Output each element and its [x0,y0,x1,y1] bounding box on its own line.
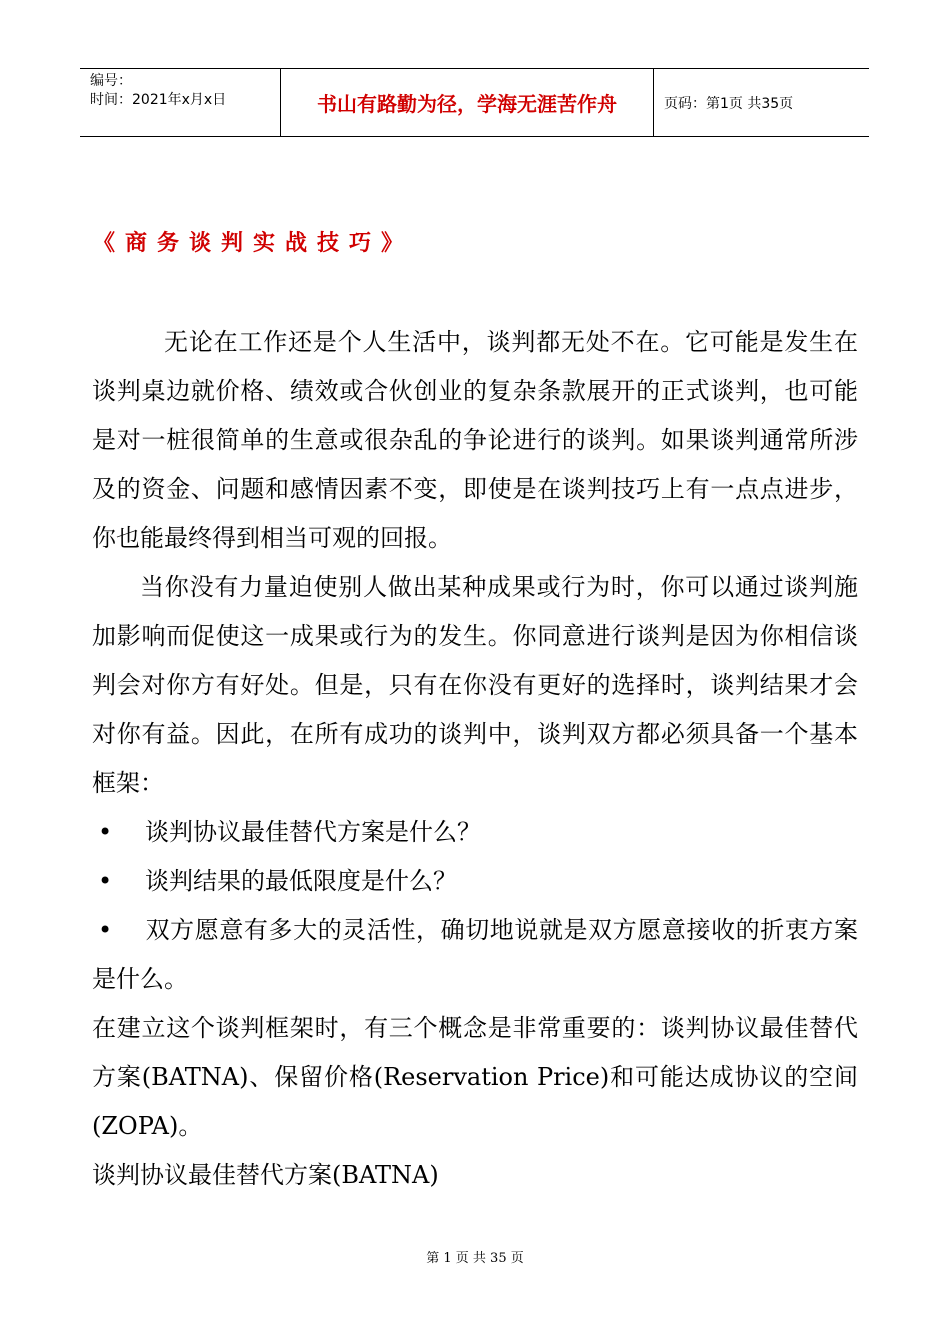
header-motto: 书山有路勤为径，学海无涯苦作舟 [281,69,654,136]
document-number-label: 编号： [90,73,132,89]
bullet-item [92,857,858,906]
bullet-text: 谈判协议最佳替代方案是什么？ [145,818,481,846]
bullet-item [92,808,858,857]
bullet-dot-icon: • [98,916,113,944]
page-footer: 第 1 页 共 35 页 [426,1251,524,1266]
document-date-label: 时间：2021年x月x日 [90,92,227,108]
bullet-dot-icon: • [98,867,113,895]
bullet-text: 谈判结果的最低限度是什么？ [145,867,457,895]
bullet-dot-icon: • [98,818,113,846]
header-page-info: 页码：第1页 共35页 [664,95,794,112]
bullet-text: 双方愿意有多大的灵活性，确切地说就是双方愿意接收的折衷方案是什么。 [92,916,858,993]
document-body [92,318,858,1200]
paragraph-framework: 当你没有力量迫使别人做出某种成果或行为时，你可以通过谈判施加影响而促使这一成果或行为的发生。你同意进行谈判是因为你相信谈判会对你方有好处。但是，只有在你没有更好的选择时，谈判结果才会对你有益。因此，在所有成功的谈判中，谈判双方都必须具备一个基本框架： [92,573,858,797]
paragraph-intro: 无论在工作还是个人生活中，谈判都无处不在。它可能是发生在谈判桌边就价格、绩效或合伙创业的复杂条款展开的正式谈判，也可能是对一桩很简单的生意或很杂乱的争论进行的谈判。如果谈判通常所涉及的资金、问题和感情因素不变，即使是在谈判技巧上有一点点进步，你也能最终得到相当可观的回报。 [92,328,858,552]
document-title: 《商务谈判实战技巧》 [93,231,414,256]
bullet-item [92,906,858,1004]
paragraph-concepts: 在建立这个谈判框架时，有三个概念是非常重要的：谈判协议最佳替代方案(BATNA)、保留价格(Reservation Price)和可能达成协议的空间(ZOPA)。 [92,1014,858,1140]
section-subheading: 谈判协议最佳替代方案(BATNA) [92,1161,439,1189]
header-meta-cell [80,69,281,136]
header-table [80,68,869,137]
